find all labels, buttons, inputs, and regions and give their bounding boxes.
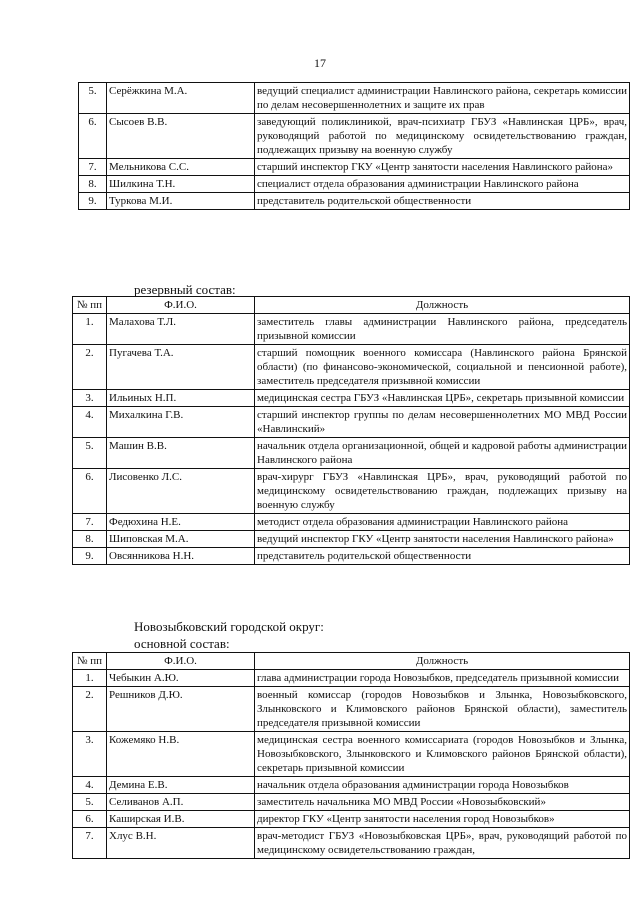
table-row	[79, 176, 630, 193]
row-position: методист отдела образования администрации Навлинского района	[255, 514, 630, 531]
row-position: ведущий специалист администрации Навлинского района, секретарь комиссии по делам несовершеннолетних и защите их прав	[255, 83, 630, 114]
row-number: 6.	[79, 114, 107, 159]
row-position: заместитель начальника МО МВД России «Новозыбковский»	[255, 794, 630, 811]
row-name: Сысоев В.В.	[107, 114, 255, 159]
row-name: Лисовенко Л.С.	[107, 469, 255, 514]
table-row	[79, 159, 630, 176]
table-header-row	[73, 653, 630, 670]
table-row	[73, 438, 630, 469]
header-name: Ф.И.О.	[107, 297, 255, 314]
table-row	[73, 687, 630, 732]
header-num: № пп	[73, 653, 107, 670]
row-number: 7.	[73, 514, 107, 531]
row-name: Каширская И.В.	[107, 811, 255, 828]
table-row	[73, 531, 630, 548]
row-name: Хлус В.Н.	[107, 828, 255, 859]
row-position: заместитель главы администрации Навлинского района, председатель призывной комиссии	[255, 314, 630, 345]
table-row	[73, 390, 630, 407]
page-number: 17	[314, 56, 326, 70]
row-number: 7.	[73, 828, 107, 859]
main-composition-table	[72, 652, 630, 859]
row-number: 6.	[73, 469, 107, 514]
row-name: Шиповская М.А.	[107, 531, 255, 548]
table-row	[73, 469, 630, 514]
table-row	[79, 114, 630, 159]
table-row	[73, 407, 630, 438]
row-number: 4.	[73, 777, 107, 794]
row-number: 1.	[73, 670, 107, 687]
row-position: заведующий поликлиникой, врач-психиатр ГБУЗ «Навлинская ЦРБ», врач, руководящий работой по медицинскому освидетельствованию граждан, подлежащих призыву на военную службу	[255, 114, 630, 159]
row-position: представитель родительской общественности	[255, 193, 630, 210]
row-number: 7.	[79, 159, 107, 176]
table-header-row	[73, 297, 630, 314]
table-row	[73, 828, 630, 859]
table-row	[73, 811, 630, 828]
row-name: Шилкина Т.Н.	[107, 176, 255, 193]
table-row	[73, 777, 630, 794]
row-position: военный комиссар (городов Новозыбков и Злынка, Новозыбковского, Злынковского и Климовского районов Брянской области), заместитель председателя призывной комиссии	[255, 687, 630, 732]
row-position: старший помощник военного комиссара (Навлинского района Брянской области) (по финансово-экономической, социальной и пенсионной работе), заместитель председателя призывной комиссии	[255, 345, 630, 390]
row-name: Малахова Т.Л.	[107, 314, 255, 345]
row-position: врач-хирург ГБУЗ «Навлинская ЦРБ», врач, руководящий работой по медицинскому освидетельствованию граждан, подлежащих призыву на военную службу	[255, 469, 630, 514]
row-position: медицинская сестра ГБУЗ «Навлинская ЦРБ», секретарь призывной комиссии	[255, 390, 630, 407]
row-number: 2.	[73, 687, 107, 732]
row-name: Овсянникова Н.Н.	[107, 548, 255, 565]
row-name: Туркова М.И.	[107, 193, 255, 210]
district-heading: Новозыбковский городской округ:	[134, 619, 324, 634]
row-number: 2.	[73, 345, 107, 390]
reserve-table	[72, 296, 630, 565]
row-position: директор ГКУ «Центр занятости населения город Новозыбков»	[255, 811, 630, 828]
row-position: старший инспектор группы по делам несовершеннолетних МО МВД России «Навлинский»	[255, 407, 630, 438]
row-position: глава администрации города Новозыбков, председатель призывной комиссии	[255, 670, 630, 687]
row-name: Мельникова С.С.	[107, 159, 255, 176]
header-name: Ф.И.О.	[107, 653, 255, 670]
row-number: 9.	[79, 193, 107, 210]
row-name: Михалкина Г.В.	[107, 407, 255, 438]
row-name: Решников Д.Ю.	[107, 687, 255, 732]
row-number: 5.	[73, 438, 107, 469]
row-position: начальник отдела образования администрации города Новозыбков	[255, 777, 630, 794]
header-num: № пп	[73, 297, 107, 314]
header-position: Должность	[255, 297, 630, 314]
row-name: Кожемяко Н.В.	[107, 732, 255, 777]
header-position: Должность	[255, 653, 630, 670]
row-number: 9.	[73, 548, 107, 565]
members-table-continued	[78, 82, 630, 210]
row-name: Демина Е.В.	[107, 777, 255, 794]
table-row	[73, 514, 630, 531]
row-position: представитель родительской общественности	[255, 548, 630, 565]
row-name: Ильиных Н.П.	[107, 390, 255, 407]
row-position: специалист отдела образования администрации Навлинского района	[255, 176, 630, 193]
table-row	[73, 732, 630, 777]
row-number: 4.	[73, 407, 107, 438]
row-number: 5.	[79, 83, 107, 114]
row-position: ведущий инспектор ГКУ «Центр занятости населения Навлинского района»	[255, 531, 630, 548]
row-position: медицинская сестра военного комиссариата (городов Новозыбков и Злынка, Новозыбковского, Злынковского и Климовского районов Брянской области), секретарь призывной комиссии	[255, 732, 630, 777]
row-name: Селиванов А.П.	[107, 794, 255, 811]
table-row	[73, 670, 630, 687]
table-row	[79, 83, 630, 114]
row-number: 8.	[73, 531, 107, 548]
row-number: 8.	[79, 176, 107, 193]
row-number: 1.	[73, 314, 107, 345]
row-position: врач-методист ГБУЗ «Новозыбковская ЦРБ», врач, руководящий работой по медицинскому освидетельствованию граждан,	[255, 828, 630, 859]
row-number: 5.	[73, 794, 107, 811]
row-name: Пугачева Т.А.	[107, 345, 255, 390]
row-number: 6.	[73, 811, 107, 828]
row-name: Серёжкина М.А.	[107, 83, 255, 114]
row-name: Машин В.В.	[107, 438, 255, 469]
table-row	[73, 314, 630, 345]
row-position: старший инспектор ГКУ «Центр занятости населения Навлинского района»	[255, 159, 630, 176]
table-row	[73, 345, 630, 390]
table-row	[73, 548, 630, 565]
reserve-heading: резервный состав:	[134, 282, 236, 297]
row-name: Федюхина Н.Е.	[107, 514, 255, 531]
row-name: Чебыкин А.Ю.	[107, 670, 255, 687]
main-composition-heading: основной состав:	[134, 636, 230, 651]
table-row	[79, 193, 630, 210]
row-position: начальник отдела организационной, общей и кадровой работы администрации Навлинского района	[255, 438, 630, 469]
row-number: 3.	[73, 732, 107, 777]
row-number: 3.	[73, 390, 107, 407]
table-row	[73, 794, 630, 811]
